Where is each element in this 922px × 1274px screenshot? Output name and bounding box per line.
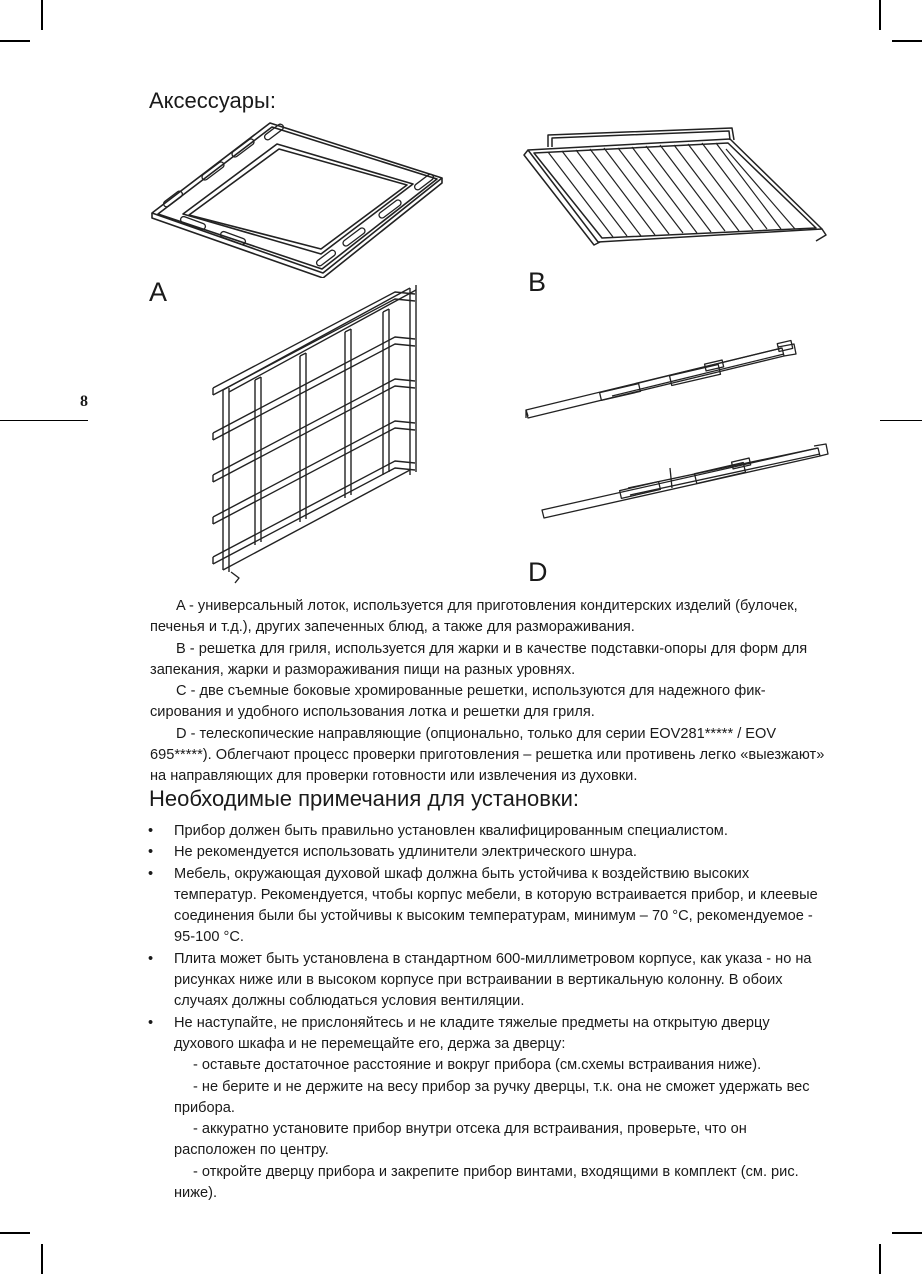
bullet: • [148, 823, 154, 839]
bullet: • [148, 950, 154, 967]
figure-label-b: B [528, 267, 547, 297]
bullet: • [148, 844, 154, 861]
crop-mark [892, 40, 922, 42]
crop-mark [0, 420, 88, 421]
crop-mark [0, 1232, 30, 1234]
crop-mark [879, 0, 881, 30]
accessory-descriptions [150, 596, 830, 788]
crop-mark [41, 0, 43, 30]
list-item [148, 1013, 832, 1205]
accessories-title: Аксессуары: [149, 88, 276, 113]
sub-note: - аккуратно установите прибор внутри отсека для встраивания, проверьте, что он расположен по центру. [174, 1121, 747, 1159]
bullet: • [148, 865, 154, 882]
description-c: C - две съемные боковые хромированные решетки, используются для надежного фик-сирования и удобного использования лотка и решетки для гриля. [150, 683, 766, 721]
sub-note: - откройте дверцу прибора и закрепите прибор винтами, входящими в комплект (см. рис. ниже). [174, 1163, 799, 1202]
note-text: Не наступайте, не прислоняйтесь и не кладите тяжелые предметы на открытую дверцу духового шкафа и не перемещайте его, держа за дверцу: [174, 1014, 770, 1052]
description-b: B - решетка для гриля, используется для жарки и в качестве подставки-опоры для форм для запекания, жарки и размораживания пищи на разных уровнях. [150, 640, 808, 678]
note-text: Мебель, окружающая духовой шкаф должна быть устойчива к воздействию высоких температур. Рекомендуется, чтобы корпус мебели, в которую встраивается прибор, и клеевые соединения были бы устойчивы к высоким температурам, минимум – 70 °C, рекомендуемое - 95-100 °C. [174, 865, 818, 946]
side-racks-illustration [205, 280, 430, 585]
figure-label-a: A [149, 277, 168, 307]
crop-mark [879, 1244, 881, 1274]
list-item [148, 821, 832, 842]
description-a: A - универсальный лоток, используется для приготовления кондитерских изделий (булочек, печенья и т.д.), других запеченных блюд, а также для размораживания. [150, 598, 798, 636]
installation-title: Необходимые примечания для установки: [149, 786, 579, 811]
list-item [148, 949, 832, 1013]
crop-mark [892, 1232, 922, 1234]
grill-rack-illustration [520, 125, 830, 250]
sub-note: - не берите и не держите на весу прибор за ручку дверцы, т.к. она не сможет удержать вес прибора. [174, 1078, 810, 1116]
crop-mark [880, 420, 922, 421]
figure-label-d: D [528, 557, 548, 587]
sub-notes [174, 1055, 832, 1204]
crop-mark [0, 40, 30, 42]
page-number: 8 [80, 393, 88, 410]
note-text: Прибор должен быть правильно установлен квалифицированным специалистом. [174, 823, 728, 839]
list-item [148, 864, 832, 949]
sub-note: - оставьте достаточное расстояние и вокруг прибора (см.схемы встраивания ниже). [193, 1057, 762, 1074]
installation-notes [148, 821, 832, 1204]
bullet: • [148, 1014, 154, 1031]
crop-mark [41, 1244, 43, 1274]
note-text: Плита может быть установлена в стандартном 600-миллиметровом корпусе, как указа - но на рисунках ниже или в высоком корпусе при встраивании в вертикальную колонну. В обоих случаях должны соблюдаться условия вентиляции. [174, 950, 812, 1010]
telescopic-runners-illustration [520, 338, 830, 520]
baking-tray-illustration [145, 118, 450, 278]
list-item [148, 842, 832, 863]
note-text: Не рекомендуется использовать удлинители электрического шнура. [174, 844, 637, 861]
description-d: D - телескопические направляющие (опционально, только для серии EOV281***** / EOV 695*****). Облегчают процесс проверки приготовления – решетка или противень легко «выезжают» на направляющих для проверки готовности или извлечения из духовки. [150, 725, 825, 785]
